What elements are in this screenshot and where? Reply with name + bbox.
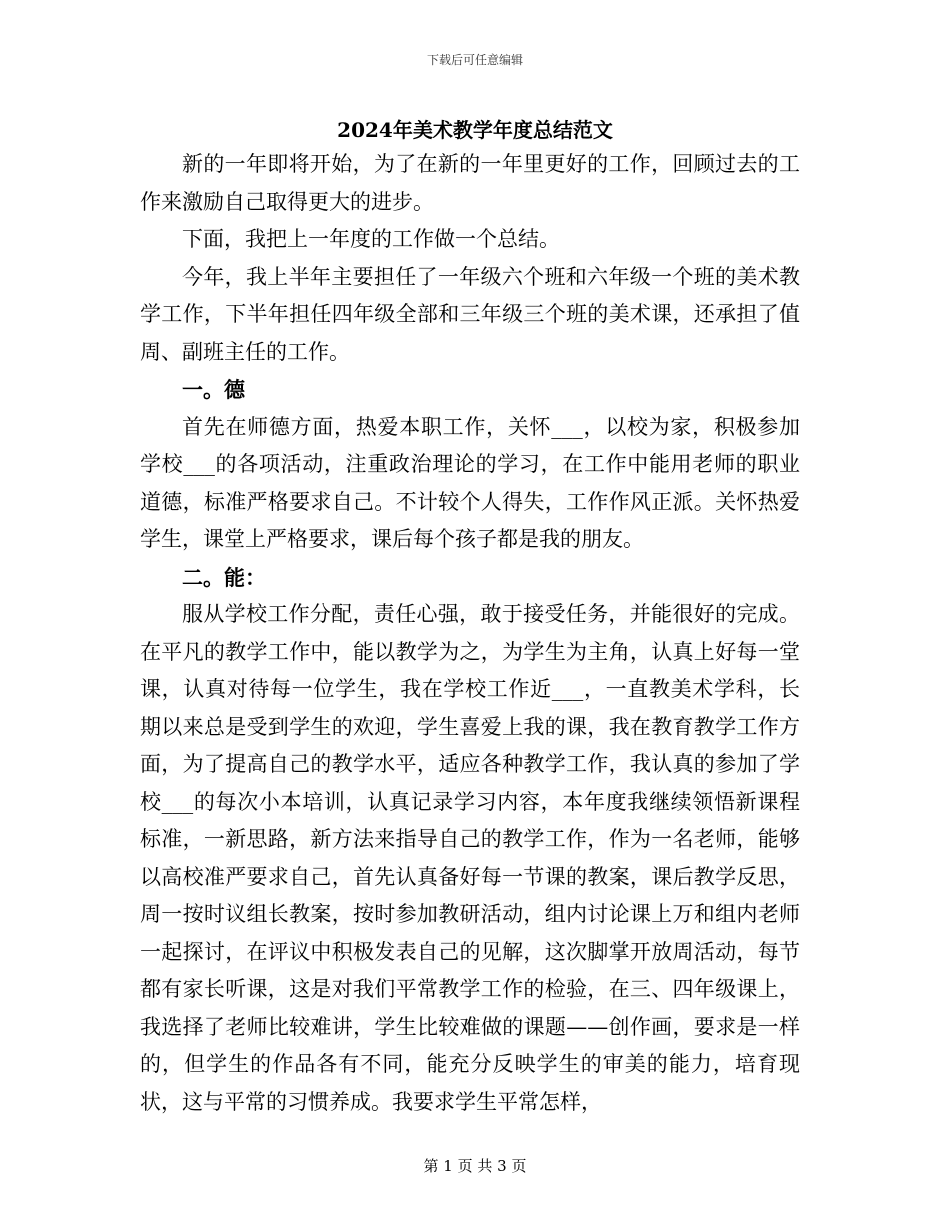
document-body — [140, 146, 800, 1121]
paragraph-duties: 今年，我上半年主要担任了一年级六个班和六年级一个班的美术教学工作，下半年担任四年级全部和三年级三个班的美术课，还承担了值周、副班主任的工作。 — [140, 264, 800, 364]
document-title: 2024年美术教学年度总结范文 — [337, 118, 613, 142]
section-heading-virtue: 一。德 — [182, 377, 245, 402]
section-heading-ability: 二。能： — [182, 564, 266, 590]
paragraph-summary-lead: 下面，我把上一年度的工作做一个总结。 — [182, 227, 560, 251]
paragraph-ability: 服从学校工作分配，责任心强，敢于接受任务，并能很好的完成。在平凡的教学工作中，能以教学为之，为学生为主角，认真上好每一堂课，认真对待每一位学生，我在学校工作近___，一直教美术学科，长期以来总是受到学生的欢迎，学生喜爱上我的课，我在教育教学工作方面，为了提高自己的教学水平，适应各种教学工作，我认真的参加了学校___的每次小本培训，认真记录学习内容，本年度我继续领悟新课程标准，一新思路，新方法来指导自己的教学工作，作为一名老师，能够以高校准严要求自己，首先认真备好每一节课的教案，课后教学反思，周一按时议组长教案，按时参加教研活动，组内讨论课上万和组内老师一起探讨，在评议中积极发表自己的见解，这次脚掌开放周活动，每节都有家长听课，这是对我们平常教学工作的检验，在三、四年级课上，我选择了老师比较难讲，学生比较难做的课题——创作画，要求是一样的，但学生的作品各有不同，能充分反映学生的审美的能力，培育现状，这与平常的习惯养成。我要求学生平常怎样， — [140, 602, 800, 1114]
paragraph-virtue: 首先在师德方面，热爱本职工作，关怀___，以校为家，积极参加学校___的各项活动，注重政治理论的学习，在工作中能用老师的职业道德，标准严格要求自己。不计较个人得失，工作作风正派。关怀热爱学生，课堂上严格要求，课后每个孩子都是我的朋友。 — [140, 414, 800, 551]
paragraph-intro: 新的一年即将开始，为了在新的一年里更好的工作，回顾过去的工作来激励自己取得更大的进步。 — [140, 152, 800, 214]
page-number: 第 1 页 共 3 页 — [423, 1157, 527, 1175]
header-note: 下载后可任意编辑 — [426, 53, 523, 67]
